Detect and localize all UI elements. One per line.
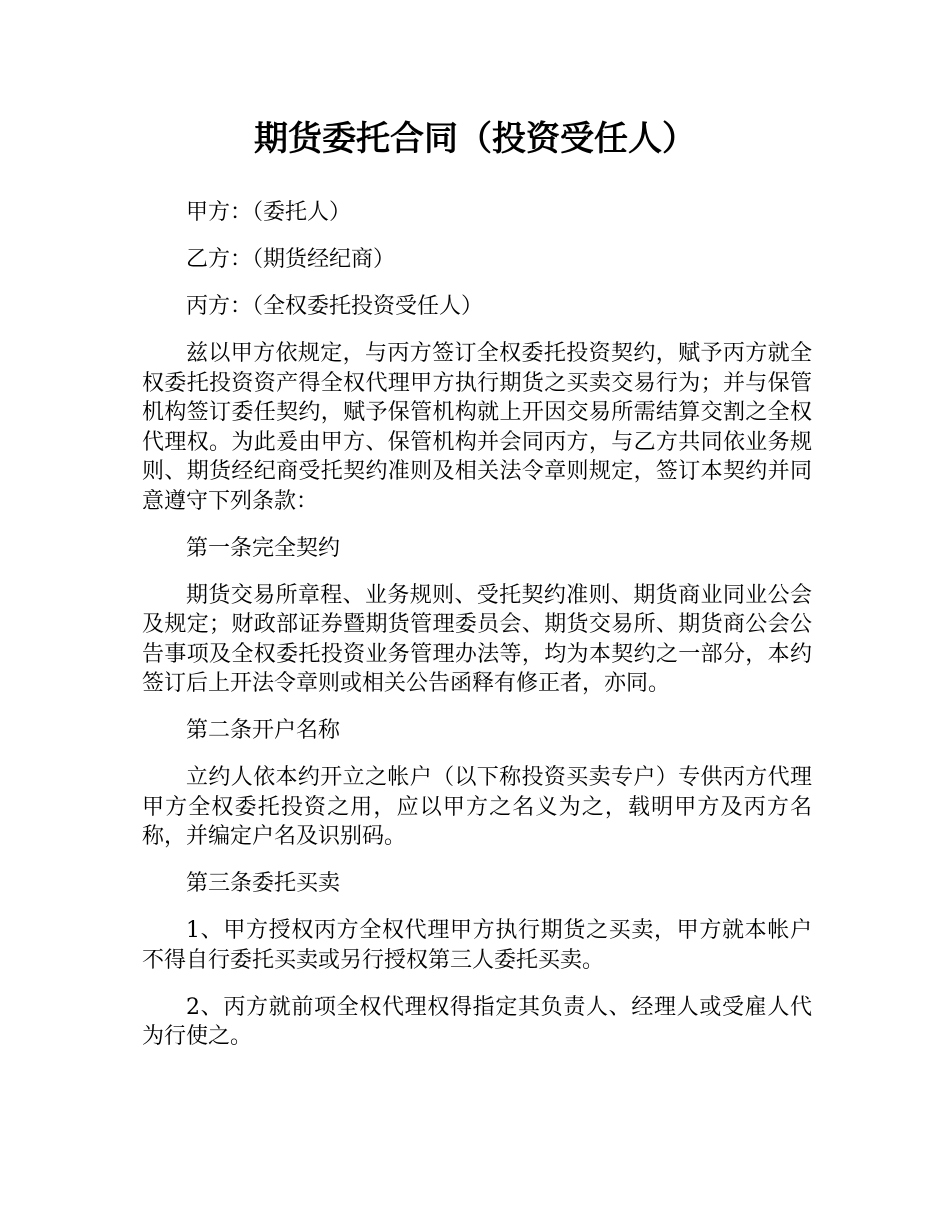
preamble-paragraph: 兹以甲方依规定，与丙方签订全权委托投资契约，赋予丙方就全权委托投资资产得全权代理甲方执行期货之买卖交易行为；并与保管机构签订委任契约，赋予保管机构就上开因交易所需结算交割之全权代理权。为此爰由甲方、保管机构并会同丙方，与乙方共同依业务规则、期货经纪商受托契约准则及相关法令章则规定，签订本契约并同意遵守下列条款： <box>142 341 812 514</box>
party-c-line: 丙方：（全权委托投资受任人） <box>186 294 484 319</box>
article-3-item-1: 1、甲方授权丙方全权代理甲方执行期货之买卖，甲方就本帐户不得自行委托买卖或另行授权第三人委托买卖。 <box>142 918 812 973</box>
article-1-heading: 第一条完全契约 <box>186 535 341 561</box>
article-1-paragraph: 期货交易所章程、业务规则、受托契约准则、期货商业同业公会及规定；财政部证券暨期货管理委员会、期货交易所、期货商公会公告事项及全权委托投资业务管理办法等，均为本契约之一部分，本约签订后上开法令章则或相关公告函释有修正者，亦同。 <box>142 582 812 696</box>
article-3-heading: 第三条委托买卖 <box>186 871 341 896</box>
article-3-item-2: 2、丙方就前项全权代理权得指定其负责人、经理人或受雇人代为行使之。 <box>142 994 812 1049</box>
article-2-paragraph: 立约人依本约开立之帐户（以下称投资买卖专户）专供丙方代理甲方全权委托投资之用，应以甲方之名义为之，载明甲方及丙方名称，并编定户名及识别码。 <box>142 765 812 849</box>
article-2-heading: 第二条开户名称 <box>186 718 341 743</box>
party-b-line: 乙方：（期货经纪商） <box>186 247 396 272</box>
document-body <box>142 198 812 1069</box>
party-a-line: 甲方：（委托人） <box>186 200 352 225</box>
document-title: 期货委托合同（投资受任人） <box>254 119 696 159</box>
